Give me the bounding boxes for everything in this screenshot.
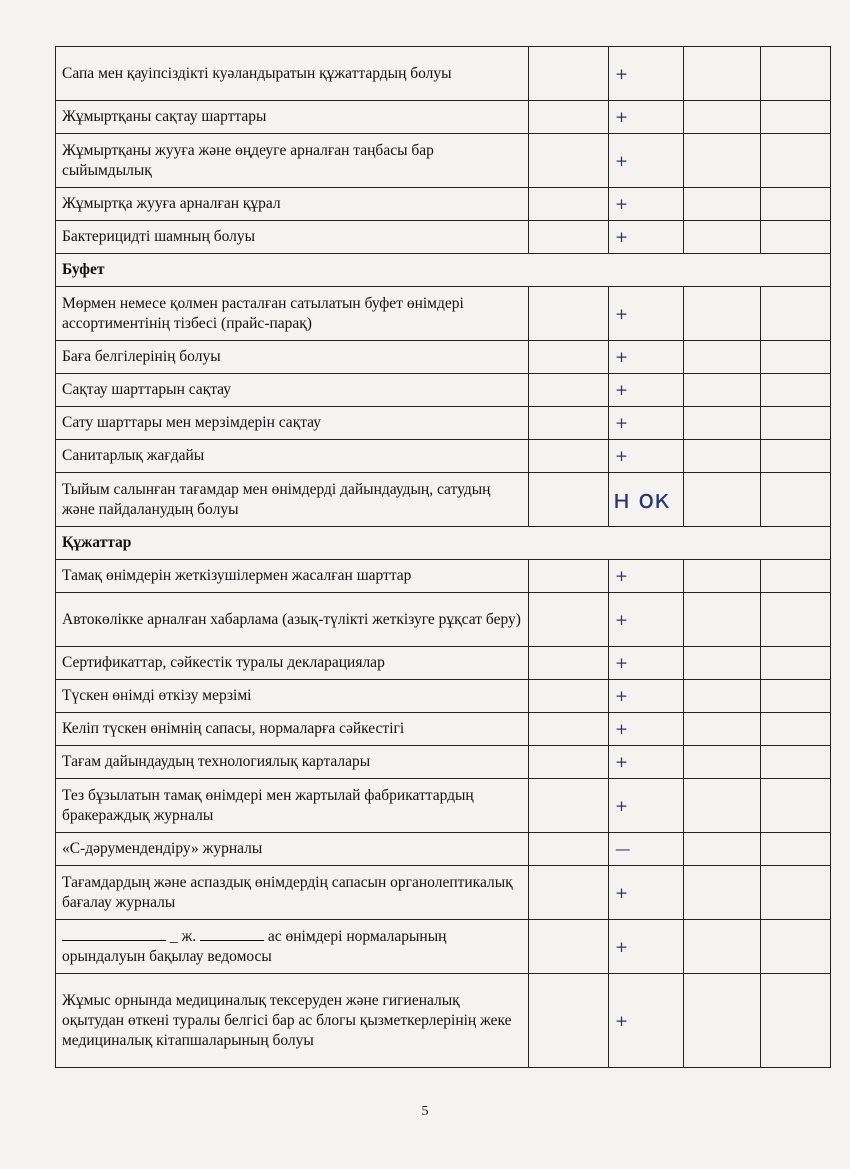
table-row [56, 779, 831, 833]
row-label: Автокөлікке арналған хабарлама (азық-түлікті жеткізуге рұқсат беру) [56, 593, 529, 647]
check-mark: + [609, 341, 684, 374]
row-label: Тағам дайындаудың технологиялық карталары [56, 746, 529, 779]
table-row [56, 473, 831, 527]
table-row [56, 974, 831, 1068]
table-row [56, 593, 831, 647]
row-label: Мөрмен немесе қолмен расталған сатылатын буфет өнімдері ассортиментінің тізбесі (прайс-парақ) [56, 287, 529, 341]
row-label: Сертификаттар, сәйкестік туралы декларациялар [56, 647, 529, 680]
row-label: «С-дәрумендендіру» журналы [56, 833, 529, 866]
table-row [56, 221, 831, 254]
row-label: Тамақ өнімдерін жеткізушілермен жасалған шарттар [56, 560, 529, 593]
row-label: Баға белгілерінің болуы [56, 341, 529, 374]
row-label: Келіп түскен өнімнің сапасы, нормаларға сәйкестігі [56, 713, 529, 746]
row-label: Жұмыртқа жууға арналған құрал [56, 188, 529, 221]
check-mark: + [609, 134, 684, 188]
table-row [56, 713, 831, 746]
check-mark: + [609, 593, 684, 647]
row-label: Сапа мен қауіпсіздікті куәландыратын құжаттардың болуы [56, 47, 529, 101]
check-mark: + [609, 440, 684, 473]
check-mark: + [609, 647, 684, 680]
section-header-row [56, 254, 831, 287]
table-row [56, 647, 831, 680]
check-mark: + [609, 560, 684, 593]
page-number: 5 [421, 1104, 429, 1119]
check-mark: + [609, 188, 684, 221]
check-mark: + [609, 713, 684, 746]
row-label: Санитарлық жағдайы [56, 440, 529, 473]
blank-line [62, 926, 166, 941]
checklist-table [55, 46, 831, 1068]
table-row [56, 407, 831, 440]
row-label: Тағамдардың және аспаздық өнімдердің сапасын органолептикалық бағалау журналы [56, 866, 529, 920]
check-mark: + [609, 407, 684, 440]
table-row [56, 746, 831, 779]
table-row [56, 374, 831, 407]
table-row [56, 440, 831, 473]
table-row [56, 287, 831, 341]
table-row [56, 920, 831, 974]
table-row [56, 101, 831, 134]
row-label: Бактерицидті шамның болуы [56, 221, 529, 254]
row-label: Жұмыртқаны сақтау шарттары [56, 101, 529, 134]
check-mark: + [609, 779, 684, 833]
check-mark: — [609, 833, 684, 866]
row-label: Жұмыртқаны жууға және өңдеуге арналған таңбасы бар сыйымдылық [56, 134, 529, 188]
table-row [56, 560, 831, 593]
section-title: Буфет [56, 254, 831, 287]
check-mark: + [609, 374, 684, 407]
table-row [56, 866, 831, 920]
table-row [56, 680, 831, 713]
row-label: Сату шарттары мен мерзімдерін сақтау [56, 407, 529, 440]
table-row [56, 833, 831, 866]
section-title: Құжаттар [56, 527, 831, 560]
row-label: Тыйым салынған тағамдар мен өнімдерді дайындаудың, сатудың және пайдаланудың болуы [56, 473, 529, 527]
table-row [56, 341, 831, 374]
check-mark: + [609, 866, 684, 920]
check-mark: + [609, 920, 684, 974]
row-label: Тез бұзылатын тамақ өнімдері мен жартылай фабрикаттардың бракераждық журналы [56, 779, 529, 833]
row-label: _ ж. ас өнімдері нормаларының орындалуын бақылау ведомосы [56, 920, 529, 974]
check-mark: + [609, 287, 684, 341]
check-mark: + [609, 746, 684, 779]
row-label: Жұмыс орнында медициналық тексеруден және гигиеналық оқытудан өткені туралы белгісі бар ас блогы қызметкерлерінің жеке медициналық кітапшаларының болуы [56, 974, 529, 1068]
blank-line [200, 926, 264, 941]
check-mark: + [609, 974, 684, 1068]
check-mark: + [609, 101, 684, 134]
check-mark: н ок [609, 473, 684, 527]
row-label: Сақтау шарттарын сақтау [56, 374, 529, 407]
check-mark: + [609, 47, 684, 101]
table-row [56, 188, 831, 221]
check-mark: + [609, 680, 684, 713]
row-label: Түскен өнімді өткізу мерзімі [56, 680, 529, 713]
table-row [56, 47, 831, 101]
section-header-row [56, 527, 831, 560]
check-mark: + [609, 221, 684, 254]
table-row [56, 134, 831, 188]
